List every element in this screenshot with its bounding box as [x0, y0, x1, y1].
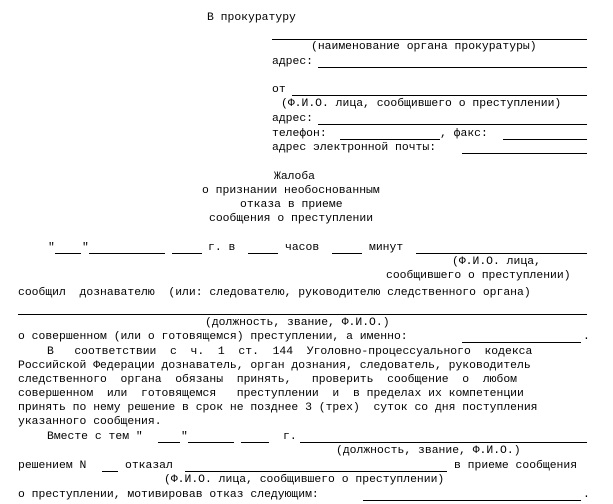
meanwhile-quote: " — [181, 431, 188, 443]
hours-label: часов — [285, 242, 320, 254]
para-line-5: принять по нему решение в срок не позднее 3 (трех) суток со дня поступления — [18, 402, 538, 414]
accept-label: в приеме сообщения — [454, 460, 578, 472]
crime-line-end: . — [583, 331, 590, 343]
reason-label: о преступлении, мотивировав отказ следующим: — [18, 489, 319, 501]
minutes-line[interactable] — [332, 253, 362, 254]
meanwhile-official-line[interactable] — [300, 442, 587, 443]
fax-line[interactable] — [503, 139, 587, 140]
title-line-3: отказа в приеме — [240, 199, 343, 211]
para-line-4: совершенном или готовящемся преступлении и в пределах их компетенции — [18, 388, 524, 400]
official-line[interactable] — [18, 314, 587, 315]
email-label: адрес электронной почты: — [272, 142, 437, 154]
year-line[interactable] — [172, 253, 202, 254]
para-line-3: следственного органа обязаны принять, проверить сообщение о любом — [18, 374, 517, 386]
minutes-label: минут — [369, 242, 404, 254]
para-line-1: В соответствии с ч. 1 ст. 144 Уголовно-процессуального кодекса — [47, 346, 533, 358]
decision-number-line[interactable] — [102, 471, 118, 472]
reason-end: . — [583, 489, 590, 501]
recipient-heading: В прокуратуру — [207, 12, 296, 24]
crime-description-line[interactable] — [462, 342, 581, 343]
decision-label: решением N — [18, 460, 87, 472]
rank-caption: (должность, звание, Ф.И.О.) — [205, 317, 390, 329]
email-line[interactable] — [462, 153, 587, 154]
year-label: г. в — [208, 242, 236, 254]
reporter-fio-line[interactable] — [416, 253, 587, 254]
rank-caption-2: (должность, звание, Ф.И.О.) — [336, 445, 521, 457]
meanwhile-day-line[interactable] — [158, 442, 180, 443]
reason-line[interactable] — [363, 500, 581, 501]
title-line-1: Жалоба — [274, 171, 316, 183]
fio-caption-1: (Ф.И.О. лица, — [452, 256, 541, 268]
meanwhile-year-line[interactable] — [241, 442, 269, 443]
date-quote-open: " — [48, 242, 55, 254]
reporter-caption: (Ф.И.О. лица, сообщившего о преступлении) — [281, 98, 562, 110]
meanwhile-year: г. — [283, 431, 297, 443]
refused-label: отказал — [125, 460, 173, 472]
fio-caption-2: сообщившего о преступлении) — [386, 270, 571, 282]
from-label: от — [272, 84, 286, 96]
crime-line-start: о совершенном (или о готовящемся) преступлении, а именно: — [18, 331, 408, 343]
title-line-2: о признании необоснованным — [202, 185, 380, 197]
prosecutor-address-label: адрес: — [272, 56, 314, 68]
title-line-4: сообщения о преступлении — [209, 213, 374, 225]
fio-caption-3: (Ф.И.О. лица, сообщившего о преступлении) — [164, 474, 445, 486]
date-quote-close: " — [82, 242, 89, 254]
reported-line: сообщил дознавателю (или: следователю, руководителю следственного органа) — [18, 287, 531, 299]
refused-person-line[interactable] — [185, 471, 447, 472]
meanwhile-label: Вместе с тем " — [47, 431, 143, 443]
month-line[interactable] — [89, 253, 165, 254]
reporter-address-label: адрес: — [272, 113, 314, 125]
fax-label: , факс: — [440, 128, 488, 140]
prosecutor-address-line[interactable] — [318, 67, 587, 68]
meanwhile-month-line[interactable] — [188, 442, 234, 443]
para-line-6: указанного сообщения. — [18, 416, 162, 428]
para-line-2: Российской Федерации дознаватель, орган дознания, следователь, руководитель — [18, 360, 531, 372]
reporter-address-line[interactable] — [318, 124, 587, 125]
phone-label: телефон: — [272, 128, 327, 140]
reporter-name-line[interactable] — [292, 95, 587, 96]
day-line[interactable] — [55, 253, 81, 254]
prosecutor-org-caption: (наименование органа прокуратуры) — [311, 41, 537, 53]
hours-line[interactable] — [248, 253, 278, 254]
phone-line[interactable] — [340, 139, 440, 140]
